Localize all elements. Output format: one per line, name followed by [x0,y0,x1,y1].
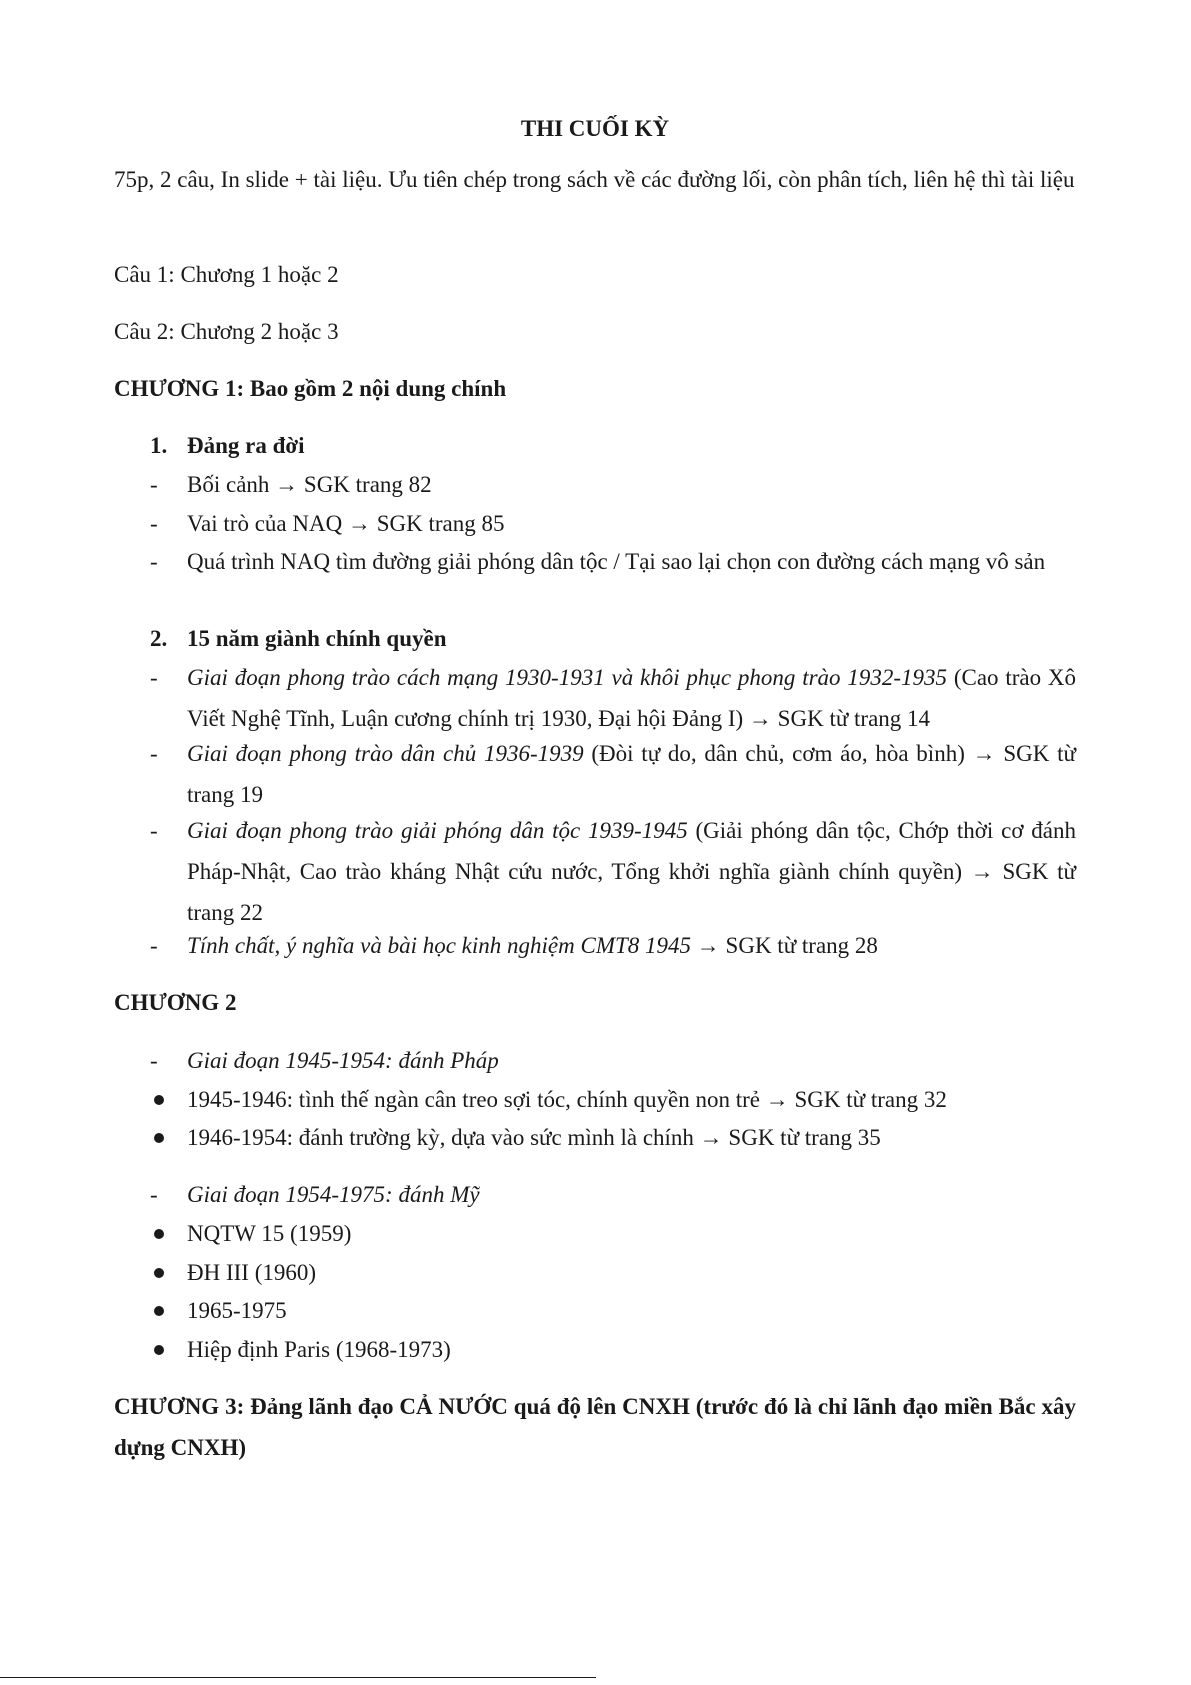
footer-divider [0,1677,596,1678]
bullet-text: NQTW 15 (1959) [187,1221,352,1246]
question-1-line: Câu 1: Chương 1 hoặc 2 [114,262,339,287]
phase-detail: (Đòi tự do, dân chủ, cơm áo, hòa bình) → SGK từ trang 19 [187,741,1076,807]
dash-marker: - [150,665,158,690]
list-item-text [187,925,1076,966]
section-title: 15 năm giành chính quyền [187,626,447,651]
phase-title: Giai đoạn 1954-1975: đánh Mỹ [187,1182,480,1207]
bullet-dot [154,1095,164,1105]
bullet-text: ĐH III (1960) [187,1260,317,1285]
bullet-text: Hiệp định Paris (1968-1973) [187,1337,451,1362]
dash-marker: - [150,933,158,958]
dash-marker: - [150,549,158,574]
bullet-dot [154,1229,164,1239]
bullet-dot [154,1306,164,1316]
chapter-1-heading: CHƯƠNG 1: Bao gồm 2 nội dung chính [114,376,507,401]
section-number: 1. [150,433,168,458]
list-item-text: Quá trình NAQ tìm đường giải phóng dân tộc / Tại sao lại chọn con đường cách mạng vô sản [187,549,1046,574]
bullet-dot [154,1345,164,1355]
chapter-3-heading: CHƯƠNG 3: Đảng lãnh đạo CẢ NƯỚC quá độ lên CNXH (trước đó là chỉ lãnh đạo miền Bắc xây dựng CNXH) [114,1394,1076,1460]
bullet-text: 1965-1975 [187,1298,287,1323]
phase-detail: → SGK từ trang 28 [691,933,878,958]
phase-title: Giai đoạn phong trào giải phóng dân tộc 1939-1945 [187,818,688,843]
bullet-dot [154,1133,164,1143]
list-item-text [187,733,1076,815]
phase-detail: (Giải phóng dân tộc, Chớp thời cơ đánh Pháp-Nhật, Cao trào kháng Nhật cứu nước, Tổng khởi nghĩa giành chính quyền) → SGK từ trang 22 [187,818,1076,925]
list-item-text [187,810,1076,933]
phase-title: Giai đoạn phong trào cách mạng 1930-1931 và khôi phục phong trào 1932-1935 [187,665,948,690]
phase-detail: (Cao trào Xô Viết Nghệ Tĩnh, Luận cương chính trị 1930, Đại hội Đảng I) → SGK từ trang 14 [187,665,1077,731]
question-2-line: Câu 2: Chương 2 hoặc 3 [114,319,339,344]
dash-marker: - [150,741,158,766]
section-title: Đảng ra đời [187,433,305,458]
bullet-text: 1946-1954: đánh trường kỳ, dựa vào sức mình là chính → SGK từ trang 35 [187,1125,881,1150]
phase-title: Tính chất, ý nghĩa và bài học kinh nghiệm CMT8 1945 [187,933,692,958]
list-item-text [187,657,1076,739]
dash-marker: - [150,818,158,843]
bullet-dot [154,1268,164,1278]
list-item-text: Bối cảnh → SGK trang 82 [187,472,432,497]
section-number: 2. [150,626,168,651]
dash-marker: - [150,1048,158,1073]
phase-title: Giai đoạn phong trào dân chủ 1936-1939 [187,741,584,766]
dash-marker: - [150,511,158,536]
page-title: THI CUỐI KỲ [520,116,670,141]
dash-marker: - [150,1182,158,1207]
phase-title: Giai đoạn 1945-1954: đánh Pháp [187,1048,499,1073]
bullet-text: 1945-1946: tình thế ngàn cân treo sợi tóc, chính quyền non trẻ → SGK từ trang 32 [187,1087,947,1112]
chapter-2-heading: CHƯƠNG 2 [114,990,237,1015]
dash-marker: - [150,472,158,497]
list-item-text: Vai trò của NAQ → SGK trang 85 [187,511,505,536]
intro-paragraph: 75p, 2 câu, In slide + tài liệu. Ưu tiên chép trong sách về các đường lối, còn phân tích, liên hệ thì tài liệu [114,167,1075,192]
